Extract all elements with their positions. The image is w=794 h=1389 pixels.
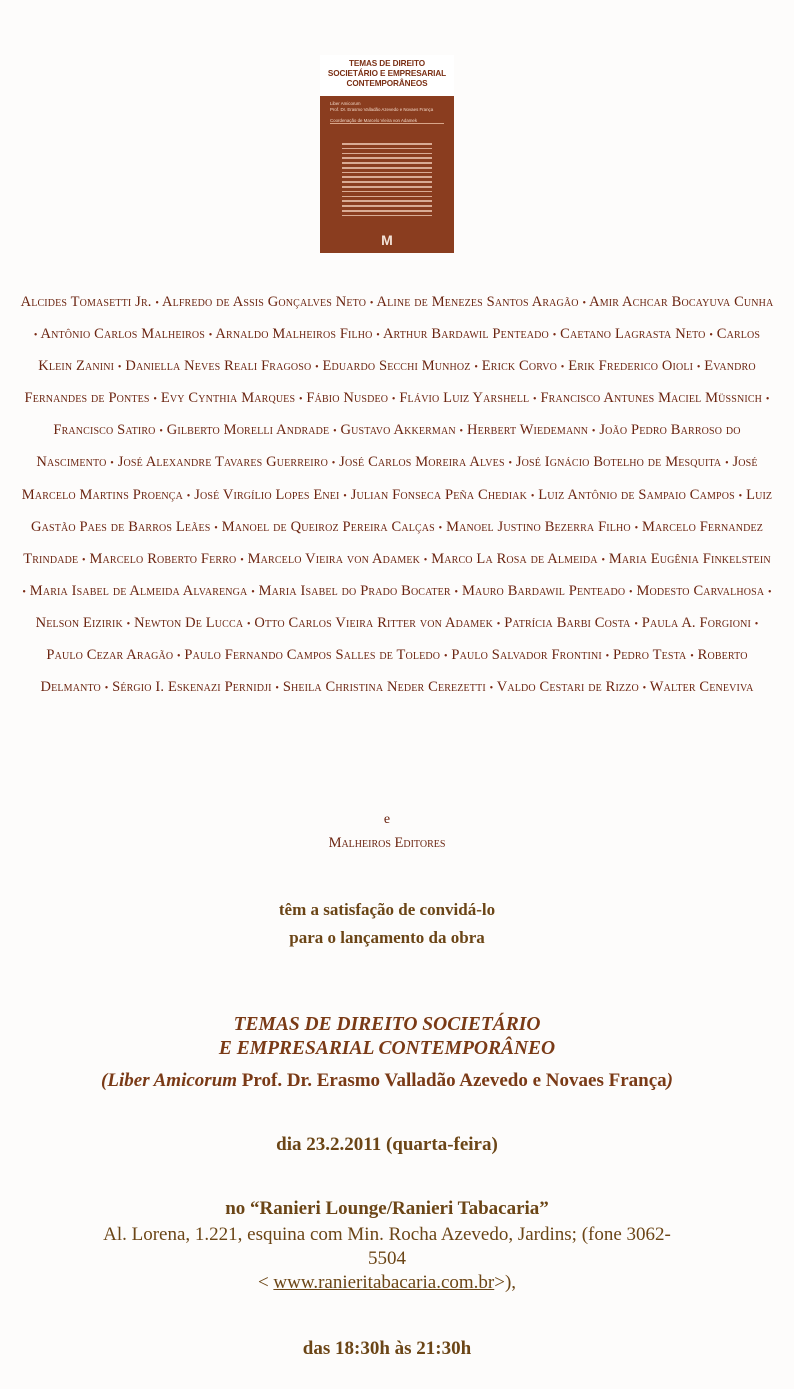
bullet-separator: •	[629, 586, 633, 598]
author-name: Amir Achcar Bocayuva Cunha	[589, 294, 774, 310]
author-name: Luiz Gastão Paes de Barros Leães	[30, 486, 773, 535]
bullet-separator: •	[298, 394, 303, 406]
author-name: Francisco Antunes Maciel Müssnich	[540, 390, 763, 407]
author-name: José Alexandre Tavares Guerreiro	[117, 454, 328, 471]
author-name: Patrícia Barbi Costa	[504, 614, 631, 631]
author-name: Luiz Antônio de Sampaio Campos	[538, 486, 735, 503]
author-name: Daniella Neves Reali Fragoso	[125, 358, 312, 375]
author-name: Flávio Luiz Yarshell	[399, 390, 530, 407]
author-name: Aline de Menezes Santos Aragão	[376, 294, 579, 310]
bullet-separator: •	[634, 618, 638, 630]
author-name: Alfredo de Assis Gonçalves Neto	[161, 294, 367, 310]
venue-address: Al. Lorena, 1.221, esquina com Min. Rocha Azevedo, Jardins; (fone 3062-5504 < www.ranieritabacaria.com.br>),	[103, 1224, 671, 1293]
bullet-separator: •	[605, 651, 610, 663]
bullet-separator: •	[601, 554, 606, 566]
author-name: Antônio Carlos Malheiros	[40, 326, 205, 343]
cover-author-list	[342, 143, 432, 220]
bullet-separator: •	[369, 298, 374, 309]
author-name: Eduardo Secchi Munhoz	[322, 358, 471, 375]
author-name: Sérgio I. Eskenazi Pernidji	[112, 679, 272, 696]
bullet-separator: •	[251, 586, 255, 598]
bullet-separator: •	[474, 362, 478, 374]
author-name: Arnaldo Malheiros Filho	[215, 326, 373, 343]
bullet-separator: •	[333, 426, 337, 438]
bullet-separator: •	[454, 586, 459, 598]
bullet-separator: •	[560, 362, 565, 374]
bullet-separator: •	[315, 362, 319, 374]
author-name: Alcides Tomasetti Jr.	[20, 294, 152, 310]
author-name: Manoel Justino Bezerra Filho	[446, 518, 631, 535]
invite-line: para o lançamento da obra	[289, 928, 485, 947]
author-name: Julian Fonseca Peña Chediak	[350, 486, 528, 503]
bullet-separator: •	[331, 458, 336, 470]
bullet-separator: •	[186, 490, 191, 502]
bullet-separator: •	[508, 458, 513, 470]
bullet-separator: •	[376, 330, 380, 342]
bullet-separator: •	[496, 618, 501, 630]
author-name: Evandro Fernandes de Pontes	[24, 358, 756, 407]
author-name: Paulo Cezar Aragão	[46, 647, 174, 664]
invitation-text	[0, 896, 774, 952]
author-name: Valdo Cestari de Rizzo	[496, 679, 639, 696]
bullet-separator: •	[214, 522, 218, 534]
bullet-separator: •	[153, 394, 158, 406]
bullet-separator: •	[240, 554, 244, 566]
cover-subtitle: Liber Amicorum Prof. Dr. Erasmo Valladão Azevedo e Novaes França Coordenação de Marcelo Vieira von Adamek	[330, 101, 434, 123]
author-name: Marcelo Roberto Ferro	[89, 550, 237, 567]
bullet-separator: •	[126, 618, 131, 630]
bullet-separator: •	[696, 362, 701, 374]
bullet-separator: •	[709, 330, 713, 342]
author-name: Paulo Salvador Frontini	[451, 647, 602, 664]
bullet-separator: •	[391, 394, 396, 406]
author-name: Walter Ceneviva	[649, 679, 754, 696]
cover-title: TEMAS DE DIREITO SOCIETÁRIO E EMPRESARIAL CONTEMPORÂNEOS	[327, 59, 447, 88]
author-name: Maria Isabel do Prado Bocater	[258, 582, 451, 599]
author-name: José Virgílio Lopes Enei	[194, 486, 340, 503]
bullet-separator: •	[459, 426, 464, 438]
author-name: Herbert Wiedemann	[466, 422, 589, 439]
author-name: Modesto Carvalhosa	[636, 582, 765, 599]
bullet-separator: •	[533, 394, 537, 406]
author-name: Mauro Bardawil Penteado	[461, 582, 626, 599]
bullet-separator: •	[530, 490, 535, 502]
bullet-separator: •	[110, 458, 114, 470]
bullet-separator: •	[489, 683, 494, 695]
bullet-separator: •	[155, 298, 159, 309]
bullet-separator: •	[754, 618, 759, 630]
author-name: Manoel de Queiroz Pereira Calças	[221, 518, 435, 535]
author-list	[20, 287, 774, 704]
author-name: Paulo Fernando Campos Salles de Toledo	[184, 647, 441, 664]
author-name: José Carlos Moreira Alves	[339, 454, 505, 471]
bullet-separator: •	[176, 651, 181, 663]
bullet-separator: •	[208, 330, 213, 342]
liber-amicorum-line: (Liber Amicorum Prof. Dr. Erasmo Valladão Azevedo e Novaes França)	[101, 1070, 673, 1091]
and-word: e	[383, 812, 391, 827]
bullet-separator: •	[552, 330, 557, 342]
author-name: Erik Frederico Oioli	[568, 358, 694, 375]
author-name: Carlos Klein Zanini	[38, 326, 761, 375]
book-cover-image	[320, 55, 454, 253]
bullet-separator: •	[738, 490, 743, 502]
author-name: Marcelo Fernandez Trindade	[23, 518, 764, 567]
author-name: Pedro Testa	[613, 647, 687, 664]
author-name: Paula A. Forgioni	[641, 614, 751, 631]
invite-line: têm a satisfação de convidá-lo	[278, 900, 496, 919]
bullet-separator: •	[117, 362, 122, 374]
bullet-separator: •	[438, 522, 443, 534]
author-name: Evy Cynthia Marques	[160, 390, 296, 407]
bullet-separator: •	[343, 490, 347, 502]
venue-website-link[interactable]: www.ranieritabacaria.com.br	[273, 1272, 495, 1293]
author-name: Roberto Delmanto	[40, 647, 748, 696]
author-name: Marco La Rosa de Almeida	[431, 550, 598, 567]
bullet-separator: •	[246, 618, 251, 630]
author-name: José Marcelo Martins Proença	[21, 454, 758, 503]
author-name: Maria Eugênia Finkelstein	[608, 550, 771, 567]
author-name: Marcelo Vieira von Adamek	[247, 550, 421, 567]
author-name: Caetano Lagrasta Neto	[560, 326, 706, 343]
bullet-separator: •	[423, 554, 428, 566]
bullet-separator: •	[725, 458, 729, 470]
bullet-separator: •	[582, 298, 587, 309]
author-name: Fábio Nusdeo	[306, 390, 389, 407]
author-name: Gilberto Morelli Andrade	[166, 422, 330, 439]
event-hours: das 18:30h às 21:30h	[302, 1338, 472, 1359]
bullet-separator: •	[690, 651, 694, 663]
author-name: Nelson Eizirik	[35, 614, 123, 631]
publisher-name: Malheiros Editores	[328, 835, 446, 851]
bullet-separator: •	[22, 586, 26, 598]
bullet-separator: •	[591, 426, 596, 438]
author-name: Erick Corvo	[481, 358, 557, 375]
author-name: Otto Carlos Vieira Ritter von Adamek	[254, 614, 493, 631]
venue-name: no “Ranieri Lounge/Ranieri Tabacaria”	[225, 1198, 549, 1219]
bullet-separator: •	[275, 683, 280, 695]
author-name: Arthur Bardawil Penteado	[382, 326, 549, 343]
author-name: Francisco Satiro	[53, 422, 156, 439]
author-name: Sheila Christina Neder Cerezetti	[282, 679, 486, 696]
author-name: Gustavo Akkerman	[340, 422, 456, 439]
bullet-separator: •	[767, 586, 772, 598]
work-title: TEMAS DE DIREITO SOCIETÁRIO E EMPRESARIAL CONTEMPORÂNEO	[218, 1014, 556, 1059]
cover-rule	[330, 123, 444, 124]
bullet-separator: •	[104, 683, 109, 695]
author-name: José Ignácio Botelho de Mesquita	[515, 454, 722, 471]
author-name: João Pedro Barroso do Nascimento	[36, 422, 741, 471]
author-name: Newton De Lucca	[134, 614, 244, 631]
event-date: dia 23.2.2011 (quarta-feira)	[276, 1134, 498, 1155]
publisher-logo-icon: M	[381, 232, 393, 248]
bullet-separator: •	[33, 330, 38, 342]
author-name: Maria Isabel de Almeida Alvarenga	[29, 582, 248, 599]
bullet-separator: •	[765, 394, 770, 406]
bullet-separator: •	[159, 426, 163, 438]
bullet-separator: •	[642, 683, 647, 695]
bullet-separator: •	[634, 522, 639, 534]
bullet-separator: •	[443, 651, 448, 663]
bullet-separator: •	[82, 554, 86, 566]
